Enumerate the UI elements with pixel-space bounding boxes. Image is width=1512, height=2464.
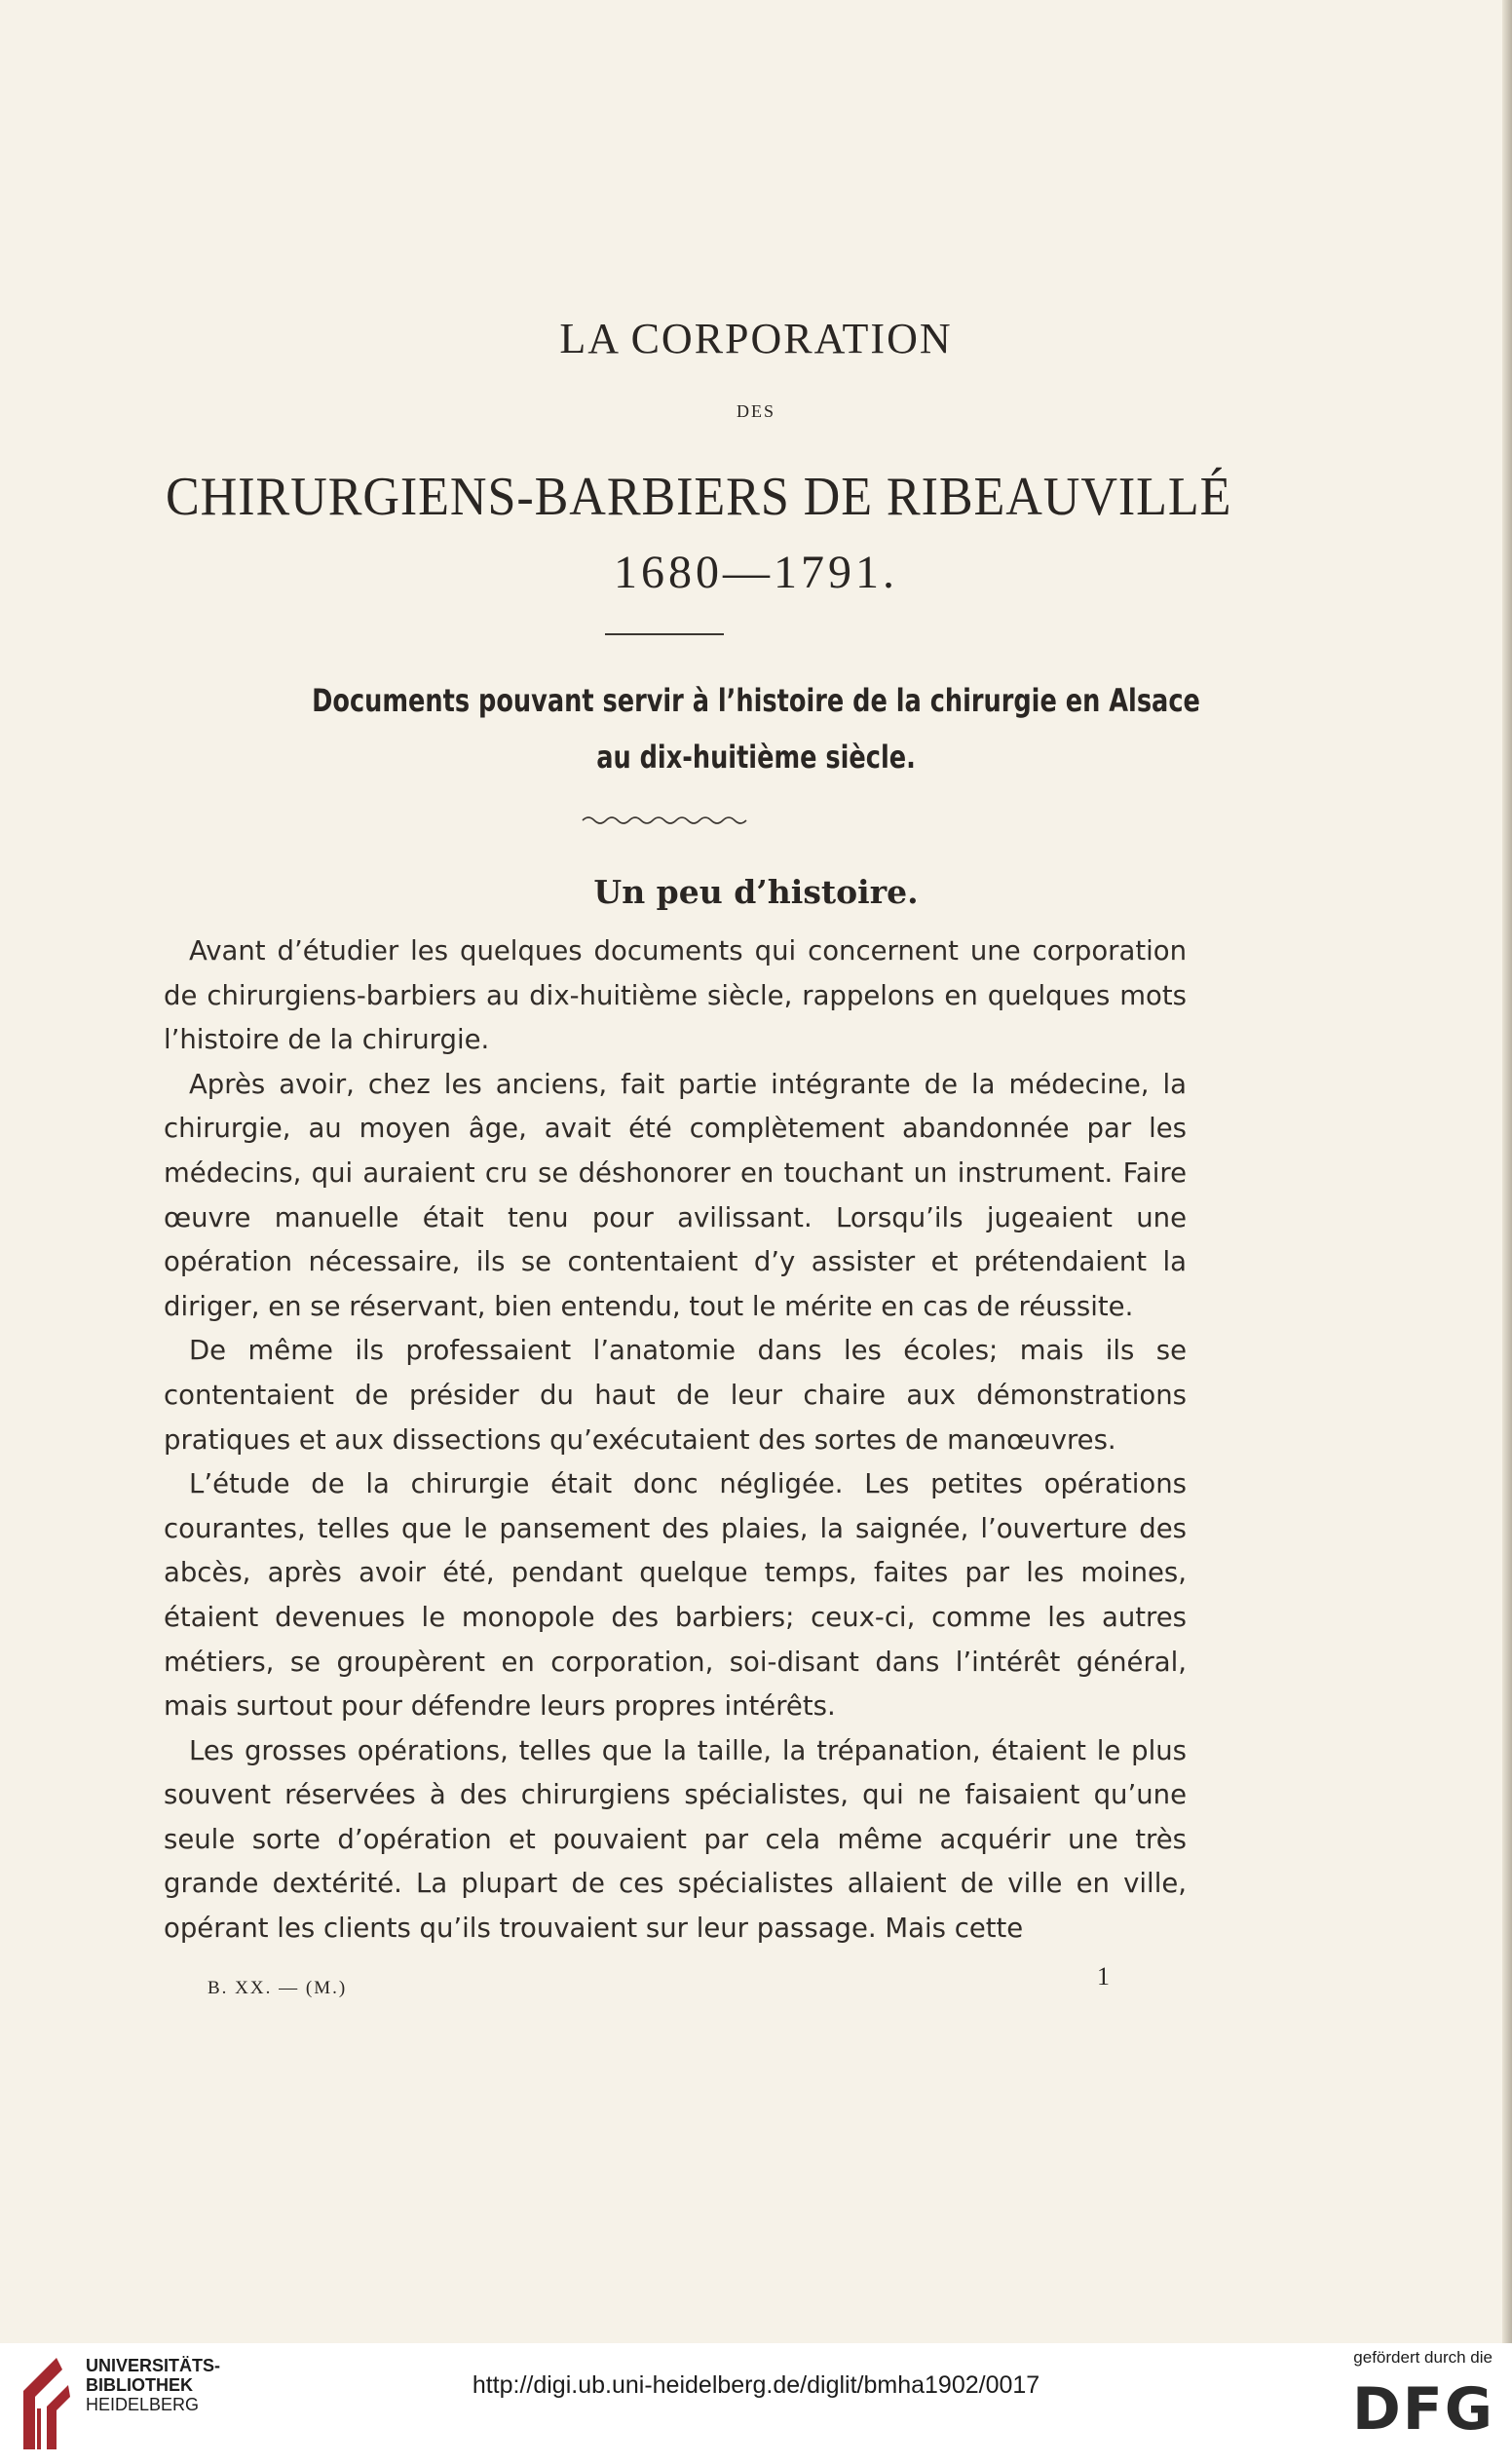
title-line-2: DES bbox=[736, 401, 775, 421]
signature-mark: B. XX. — (M.) bbox=[208, 1978, 348, 1998]
paragraph-3: De même ils professaient l’anatomie dans les écoles; mais ils se contentaient de présider du haut de leur chaire aux démonstrations pratiques et aux dissections qu’exécutaient des sortes de manœuvres. bbox=[164, 1335, 1187, 1456]
paragraph-1: Avant d’étudier les quelques documents qui concernent une corporation de chirurgiens-barbiers au dix-huitième siècle, rappelons en quelques mots l’histoire de la chirurgie. bbox=[164, 935, 1187, 1056]
university-library-name bbox=[86, 2356, 220, 2414]
paragraph-5: Les grosses opérations, telles que la taille, la trépanation, étaient le plus souvent réservées à des chirurgiens spécialistes, qui ne faisaient qu’une seule sorte d’opération et pouvaient par cela même acquérir une très grande dextérité. La plupart de ces spécialistes allaient de ville en ville, opérant les clients qu’ils trouvaient sur leur passage. Mais cette bbox=[164, 1734, 1187, 1945]
library-line-3: HEIDELBERG bbox=[86, 2395, 200, 2414]
permalink-url[interactable]: http://digi.ub.uni-heidelberg.de/diglit/bmha1902/0017 bbox=[472, 2371, 1040, 2399]
subtitle-line-2: au dix-huitième siècle. bbox=[596, 739, 916, 776]
paragraph-2: Après avoir, chez les anciens, fait partie intégrante de la médecine, la chirurgie, au moyen âge, avait été complètement abandonnée par les médecins, qui auraient cru se déshonorer en touchant un instrument. Faire œuvre manuelle était tenu pour avilissant. Lorsqu’ils jugeaient une opération nécessaire, ils se contentaient d’y assister et prétendaient la diriger, en se réservant, bien entendu, tout le mérite en cas de réussite. bbox=[164, 1068, 1187, 1322]
title-line-1: LA CORPORATION bbox=[559, 315, 953, 362]
title-line-3: CHIRURGIENS-BARBIERS DE RIBEAUVILLÉ bbox=[166, 467, 1232, 527]
subtitle-line-1: Documents pouvant servir à l’histoire de la chirurgie en Alsace bbox=[312, 682, 1200, 719]
body-text bbox=[164, 929, 1187, 1952]
library-line-2: BIBLIOTHEK bbox=[86, 2375, 193, 2395]
wavy-ornament bbox=[581, 815, 748, 826]
subtitle bbox=[151, 672, 1361, 785]
title-dates: 1680—1791. bbox=[614, 547, 898, 598]
title-rule bbox=[605, 633, 724, 635]
university-library-logo-icon bbox=[14, 2350, 76, 2457]
dfg-logo: DFG bbox=[1351, 2375, 1494, 2444]
funding-caption: gefördert durch die bbox=[1353, 2348, 1493, 2367]
paragraph-4: L’étude de la chirurgie était donc négligée. Les petites opérations courantes, telles que le pansement des plaies, la saignée, l’ouverture des abcès, après avoir été, pendant quelque temps, faites par les moines, étaient devenues le monopole des barbiers; ceux-ci, comme les autres métiers, se groupèrent en corporation, soi-disant dans l’intérêt général, mais surtout pour défendre leurs propres intérêts. bbox=[164, 1468, 1187, 1723]
page-number: 1 bbox=[1097, 1962, 1110, 1990]
library-line-1: UNIVERSITÄTS- bbox=[86, 2356, 221, 2375]
section-heading: Un peu d’histoire. bbox=[593, 873, 919, 911]
